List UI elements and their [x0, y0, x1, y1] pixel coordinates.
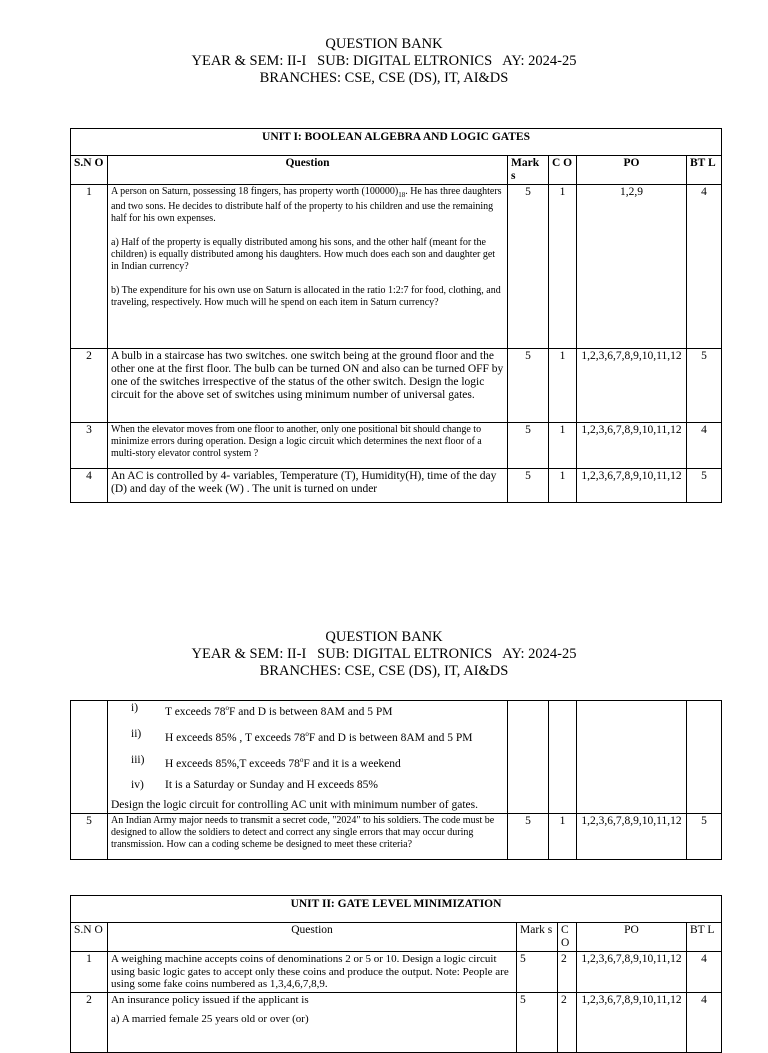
- row-question: When the elevator moves from one floor to another, only one positional bit should change to minimize errors during operation. Design a logic circuit which determines the next floor of a multi-story elevator control system ?: [108, 423, 508, 469]
- list-item: ii) H exceeds 85% , T exceeds 78$^o$F and D is between 8AM and 5 PM: [131, 727, 473, 744]
- col-marks: Mark s: [508, 156, 549, 185]
- table-row: [71, 185, 722, 349]
- table-row: [71, 701, 722, 814]
- row-btl: 4: [687, 423, 722, 469]
- table-header-row: [71, 923, 722, 952]
- row-question: An Indian Army major needs to transmit a secret code, "2024" to his soldiers. The code must be designed to allow the soldiers to detect and correct any single errors that may occur during transmission. How can a coding scheme be designed to meet these criteria?: [108, 814, 508, 860]
- col-co: C O: [549, 156, 577, 185]
- col-sno: S.N O: [71, 156, 108, 185]
- row-co: 1: [549, 469, 577, 503]
- list-item: i) T exceeds 78$^o$F and D is between 8AM and 5 PM: [131, 702, 393, 718]
- header-title: QUESTION BANK: [325, 36, 443, 52]
- row-marks: 5: [508, 423, 549, 469]
- row-btl: 5: [687, 469, 722, 503]
- row-co: 1: [549, 814, 577, 860]
- row-co: 1: [549, 423, 577, 469]
- page-header-2: [0, 629, 768, 680]
- col-po: PO: [577, 923, 687, 952]
- row-po: 1,2,3,6,7,8,9,10,11,12: [577, 423, 687, 469]
- row-question-continued: [108, 701, 508, 814]
- row-btl: 4: [687, 992, 722, 1052]
- table-row: [71, 952, 722, 993]
- list-item: iv) It is a Saturday or Sunday and H exceeds 85%: [131, 779, 379, 792]
- header-year-sem: YEAR & SEM: II-I SUB: DIGITAL ELTRONICS AY: 2024-25: [191, 646, 577, 662]
- unit1-cont-table: [70, 700, 722, 860]
- row-btl: 5: [687, 814, 722, 860]
- row-question: A bulb in a staircase has two switches. one switch being at the ground floor and the other one at the first floor. The bulb can be turned ON and also can be turned OFF by one of the switches irrespective of the status of the other switch. Design the logic circuit for the above set of switches using minimum number of universal gates.: [108, 349, 508, 423]
- row-po: 1,2,3,6,7,8,9,10,11,12: [577, 349, 687, 423]
- header-title: QUESTION BANK: [325, 629, 443, 645]
- col-sno: S.N O: [71, 923, 108, 952]
- row-marks: 5: [508, 814, 549, 860]
- col-btl: BT L: [687, 923, 722, 952]
- table-row: [71, 814, 722, 860]
- col-question: Question: [108, 156, 508, 185]
- row-po: 1,2,3,6,7,8,9,10,11,12: [577, 952, 687, 993]
- table-row: [71, 349, 722, 423]
- row-marks: 5: [517, 952, 558, 993]
- question-part-b: b) The expenditure for his own use on Saturn is allocated in the ratio 1:2:7 for food, clothing, and traveling, respectively. How much will he spend on each item in Saturn currency?: [111, 285, 501, 308]
- row-co: 1: [549, 185, 577, 349]
- row-po: 1,2,3,6,7,8,9,10,11,12: [577, 469, 687, 503]
- row-co: 2: [558, 952, 577, 993]
- unit2-table: [70, 895, 722, 1053]
- col-question: Question: [108, 923, 517, 952]
- table-row: [71, 992, 722, 1052]
- col-marks: Mark s: [517, 923, 558, 952]
- row-sno: 1: [71, 185, 108, 349]
- row-marks: 5: [508, 349, 549, 423]
- row-sno: 5: [71, 814, 108, 860]
- row-sno: 2: [71, 349, 108, 423]
- col-btl: BT L: [687, 156, 722, 185]
- row-btl: 5: [687, 349, 722, 423]
- row-sno: 2: [71, 992, 108, 1052]
- row-btl: 4: [687, 185, 722, 349]
- row-sno: 3: [71, 423, 108, 469]
- unit1-table: [70, 128, 722, 503]
- row-sno: 1: [71, 952, 108, 993]
- row-question: An AC is controlled by 4- variables, Temperature (T), Humidity(H), time of the day (D) and day of the week (W) . The unit is turned on under: [108, 469, 508, 503]
- header-year-sem: YEAR & SEM: II-I SUB: DIGITAL ELTRONICS AY: 2024-25: [191, 53, 577, 69]
- col-po: PO: [577, 156, 687, 185]
- unit1-title: UNIT I: BOOLEAN ALGEBRA AND LOGIC GATES: [71, 129, 722, 156]
- question-part-a: a) Half of the property is equally distributed among his sons, and the other half (meant for the children) is equally distributed among his daughters. How much does each son and daughter get in Indian currency?: [111, 237, 496, 272]
- row-marks: 5: [508, 185, 549, 349]
- row-sno: 4: [71, 469, 108, 503]
- row-marks: 5: [508, 469, 549, 503]
- row-co: 2: [558, 992, 577, 1052]
- question-closing: Design the logic circuit for controlling AC unit with minimum number of gates.: [111, 799, 478, 812]
- list-item: iii) H exceeds 85%,T exceeds 78$^o$F and it is a weekend: [131, 753, 401, 770]
- table-row: [71, 423, 722, 469]
- table-header-row: [71, 156, 722, 185]
- row-po: 1,2,9: [577, 185, 687, 349]
- row-btl: 4: [687, 952, 722, 993]
- row-marks: 5: [517, 992, 558, 1052]
- row-question: A person on Saturn, possessing 18 fingers, has property worth $(100000)_{18}$. He has three daughters and two sons. He decides to distribute half of the property to his children and use the remaining half for his own expenses. a) Half of the property is equally distributed among his sons, and the other half (meant for the children) is equally distributed among his daughters. How much does each son and daughter get in Indian currency? b) The expenditure for his own use on Saturn is allocated in the ratio 1:2:7 for food, clothing, and traveling, respectively. How much will he spend on each item in Saturn currency?: [108, 185, 508, 349]
- row-question: A weighing machine accepts coins of denominations 2 or 5 or 10. Design a logic circuit using basic logic gates to accept only these coins and produce the output. Note: People are using some fake coins numbered as 1,3,4,6,7,8,9.: [108, 952, 517, 993]
- unit2-title: UNIT II: GATE LEVEL MINIMIZATION: [71, 896, 722, 923]
- header-branches: BRANCHES: CSE, CSE (DS), IT, AI&DS: [259, 663, 509, 679]
- page-header-1: [0, 36, 768, 87]
- col-co: C O: [558, 923, 577, 952]
- row-po: 1,2,3,6,7,8,9,10,11,12: [577, 992, 687, 1052]
- row-po: 1,2,3,6,7,8,9,10,11,12: [577, 814, 687, 860]
- header-branches: BRANCHES: CSE, CSE (DS), IT, AI&DS: [259, 70, 509, 86]
- table-row: [71, 469, 722, 503]
- row-co: 1: [549, 349, 577, 423]
- row-question: An insurance policy issued if the applicant is a) A married female 25 years old or over (or): [108, 992, 517, 1052]
